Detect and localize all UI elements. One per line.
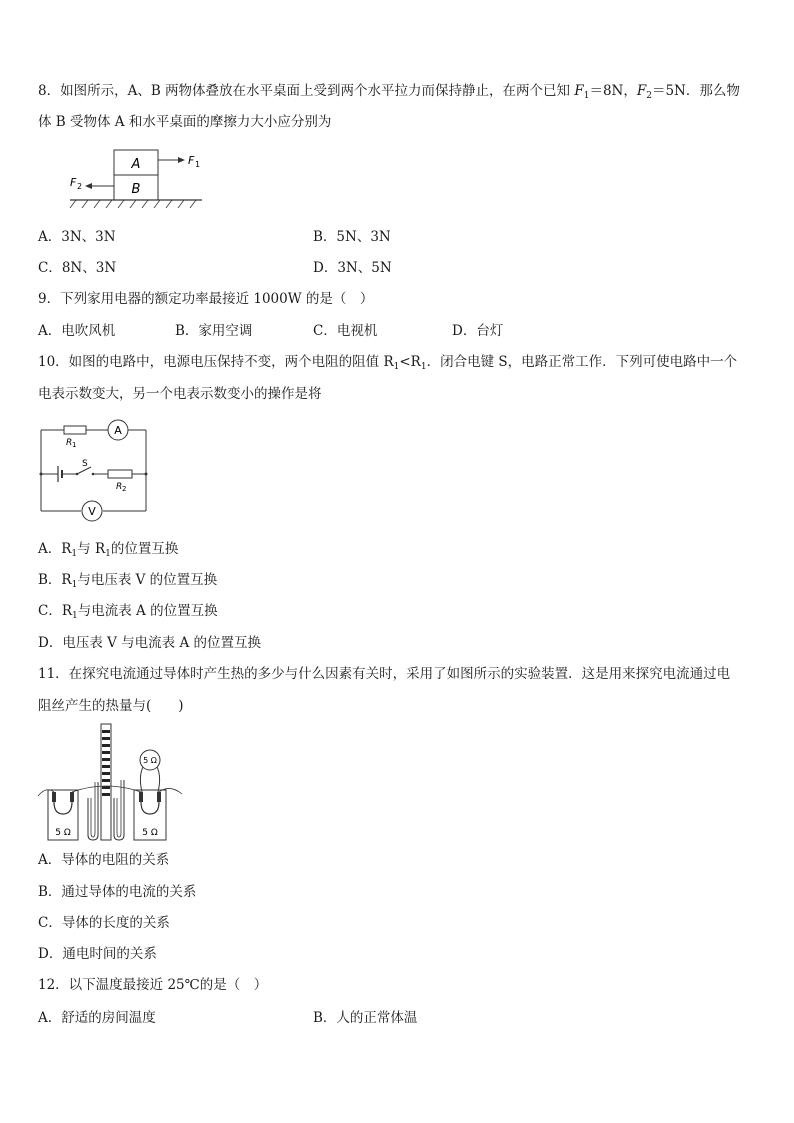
switch-label: S: [82, 459, 88, 469]
q8-f2-value: ＝5N．那么物: [651, 83, 740, 99]
right-heating-coil: [141, 802, 159, 814]
resistor-r2: [108, 470, 132, 478]
f1-arrowhead: [178, 157, 185, 163]
right-terminal: [139, 792, 143, 802]
left-terminal: [52, 792, 56, 802]
left-terminal: [70, 792, 74, 802]
f2-label-subscript: 2: [77, 182, 83, 191]
q8-f2-symbol: F: [636, 83, 647, 99]
q10-circuit-diagram: [36, 418, 152, 526]
left-resistor-label: 5 Ω: [55, 828, 71, 838]
q8-f2-subscript: 2: [646, 91, 652, 101]
q10-r-subscript-2: 1: [420, 362, 427, 372]
q10-option-c-text: 与电流表 A 的位置互换: [77, 603, 218, 619]
ammeter-label: A: [114, 424, 122, 437]
q10-option-a[interactable]: [38, 539, 178, 559]
right-terminal: [157, 792, 161, 802]
q8-option-d[interactable]: D．3N、5N: [313, 260, 392, 276]
q10-stem-line1: [38, 352, 737, 372]
q8-f1-subscript: 1: [583, 91, 590, 101]
r2-label: R: [116, 482, 123, 492]
q8-stem-line1: [38, 81, 740, 101]
left-u-tube-outer: [88, 782, 98, 840]
f1-label: F: [188, 154, 195, 167]
q12-option-a[interactable]: A．舒适的房间温度: [38, 1010, 156, 1026]
table-hatching: [70, 200, 196, 208]
q12-option-b[interactable]: B．人的正常体温: [313, 1010, 418, 1026]
left-u-tube-inner: [91, 782, 95, 837]
q10-option-b-subscript: 1: [71, 580, 78, 590]
resistor-r1: [64, 426, 86, 434]
r2-label-subscript: 2: [122, 485, 127, 493]
f2-label: F: [70, 176, 77, 189]
q8-figure-blocks: [66, 148, 206, 212]
junction-dot: [145, 473, 148, 476]
f1-label-subscript: 1: [195, 160, 201, 169]
q10-stem-text-a: 10．如图的电路中，电源电压保持不变，两个电阻的阻值 R: [38, 354, 394, 370]
q11-option-c[interactable]: C．导体的长度的关系: [38, 915, 170, 931]
q11-stem-line2: 阻丝产生的热量与( ): [38, 698, 184, 714]
q9-stem: 9．下列家用电器的额定功率最接近 1000W 的是（ ）: [38, 291, 374, 307]
q12-stem: 12．以下温度最接近 25℃的是（ ）: [38, 977, 268, 993]
q8-f1-value: ＝8N，: [589, 83, 637, 99]
right-u-tube-outer: [114, 780, 124, 840]
parallel-resistor-label: 5 Ω: [143, 756, 157, 765]
right-resistor-label: 5 Ω: [142, 828, 158, 838]
q10-option-c-subscript: 1: [72, 611, 78, 621]
q8-option-b[interactable]: B．5N、3N: [313, 229, 391, 245]
q8-option-c[interactable]: C．8N、3N: [38, 260, 117, 276]
q9-option-a[interactable]: A．电吹风机: [38, 323, 116, 339]
left-heating-coil: [54, 802, 72, 814]
q8-stem-text: 8．如图所示，A、B 两物体叠放在水平桌面上受到两个水平拉力而保持静止，在两个已知: [38, 83, 575, 99]
voltmeter-label: V: [88, 505, 96, 518]
q10-stem-line2: 电表示数变大，另一个电表示数变小的操作是将: [38, 386, 322, 402]
q11-experiment-apparatus: [36, 720, 186, 845]
q10-stem-text-b: <R: [399, 354, 421, 370]
q11-option-b[interactable]: B．通过导体的电流的关系: [38, 884, 197, 900]
q8-option-a[interactable]: A．3N、3N: [38, 229, 116, 245]
r1-label-subscript: 1: [72, 441, 77, 449]
q10-option-b-text: 与电压表 V 的位置互换: [77, 572, 218, 588]
q10-option-c-text: C．R: [38, 603, 72, 619]
q10-option-a-text: 与 R: [77, 541, 106, 557]
q10-option-a-text: 的位置互换: [110, 541, 179, 557]
block-b-label: B: [131, 182, 141, 197]
q9-option-c[interactable]: C．电视机: [313, 323, 378, 339]
q10-option-a-subscript: 1: [105, 549, 111, 559]
right-u-tube-inner: [117, 780, 121, 837]
q10-stem-text-c: ．闭合电键 S，电路正常工作．下列可使电路中一个: [426, 354, 738, 370]
q11-option-d[interactable]: D．通电时间的关系: [38, 946, 157, 962]
q10-option-b-text: B．R: [38, 572, 72, 588]
f2-arrowhead: [85, 183, 92, 189]
connecting-wire: [38, 790, 54, 796]
q10-option-d[interactable]: D．电压表 V 与电流表 A 的位置互换: [38, 635, 261, 651]
q11-option-a[interactable]: A．导体的电阻的关系: [38, 852, 170, 868]
q11-stem-line1: 11．在探究电流通过导体时产生热的多少与什么因素有关时，采用了如图所示的实验装置．这是用来探究电流通过电: [38, 666, 731, 682]
r1-label: R: [66, 438, 73, 448]
connecting-wire: [159, 788, 182, 794]
q9-option-b[interactable]: B．家用空调: [175, 323, 253, 339]
q9-option-d[interactable]: D．台灯: [452, 323, 504, 339]
junction-dot: [40, 473, 43, 476]
q10-r-subscript-1: 1: [393, 362, 400, 372]
block-a-label: A: [131, 157, 141, 172]
q10-option-b[interactable]: [38, 570, 217, 590]
q10-option-a-subscript: 1: [71, 549, 78, 559]
q8-stem-line2: 体 B 受物体 A 和水平桌面的摩擦力大小应分别为: [38, 114, 332, 130]
q8-f1-symbol: F: [574, 83, 584, 99]
q10-option-c[interactable]: [38, 601, 218, 621]
q10-option-a-text: A．R: [38, 541, 72, 557]
